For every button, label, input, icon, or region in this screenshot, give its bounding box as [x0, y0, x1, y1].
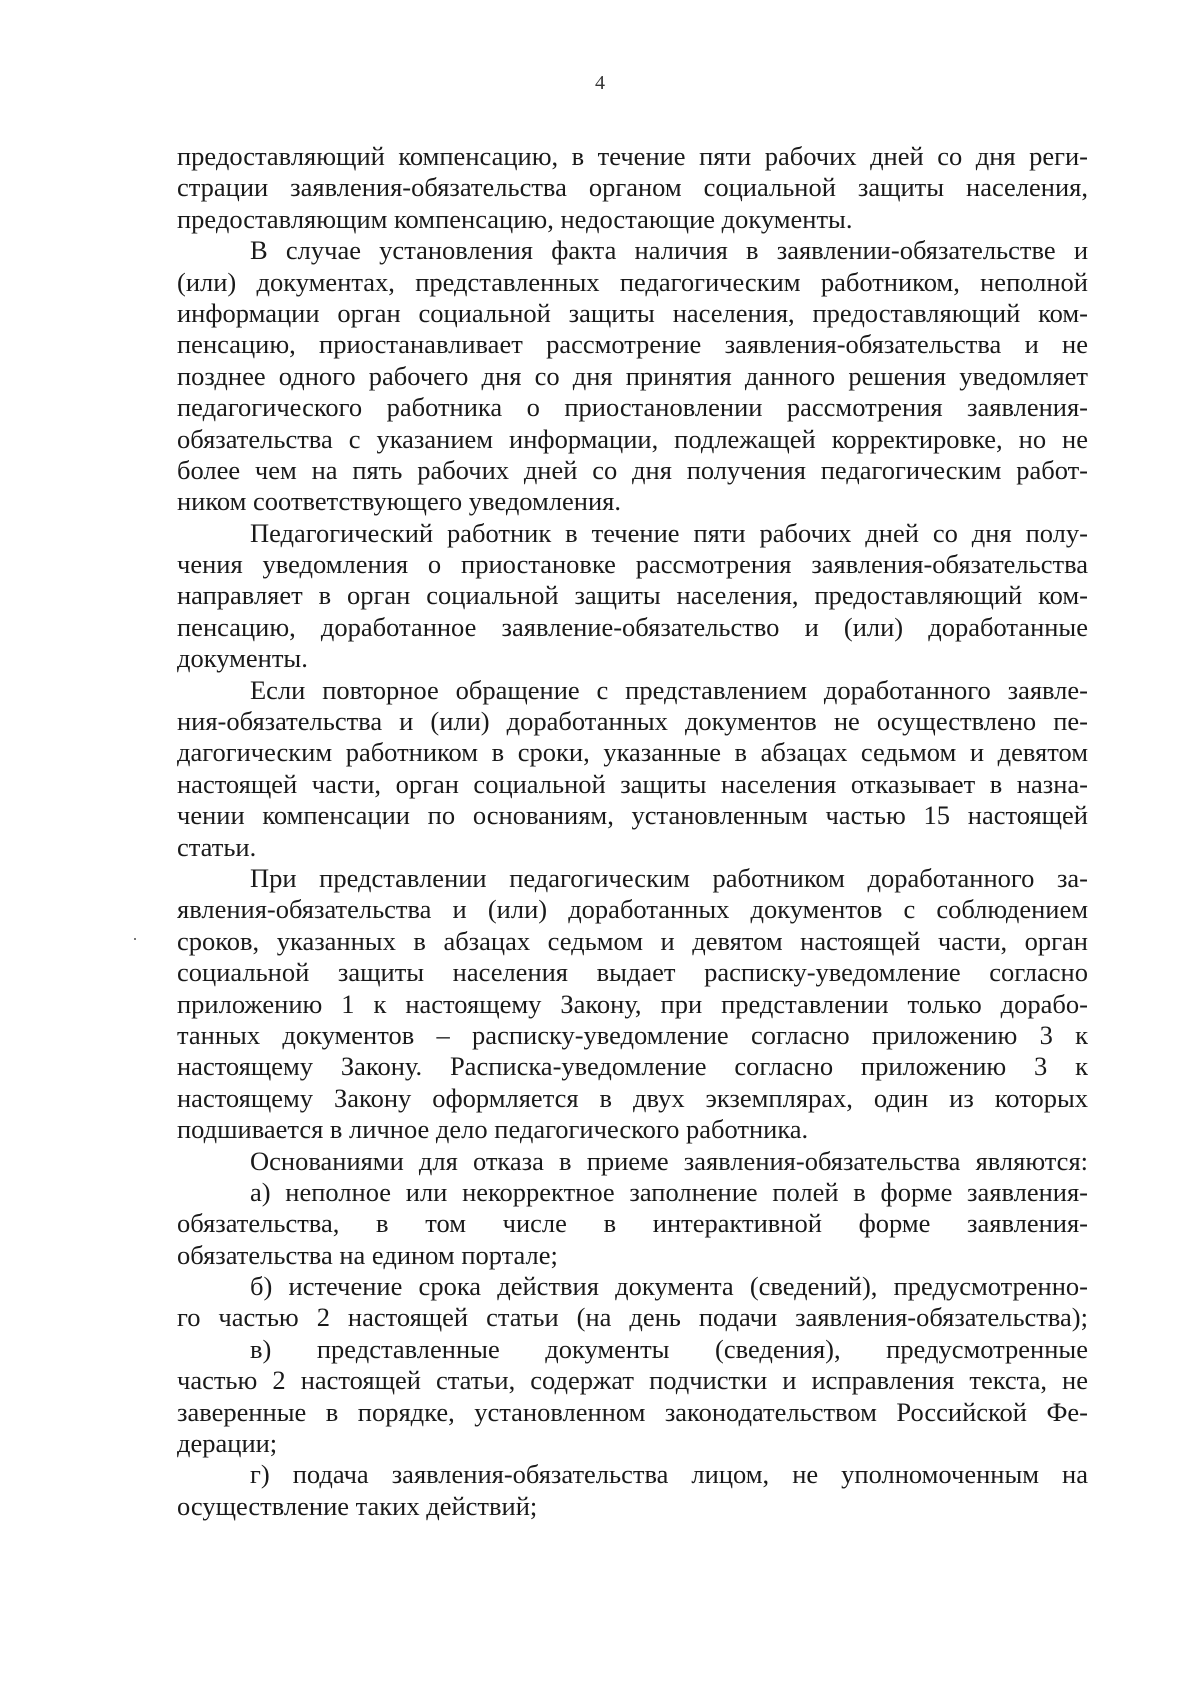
- paragraph-first-line: а) неполное или некорректное заполнение полей в форме заявления-: [250, 1176, 1088, 1207]
- text-line: обязательства, в том числе в интерактивной форме заявления-: [177, 1208, 1088, 1239]
- text-line: социальной защиты населения выдает расписку-уведомление согласно: [177, 957, 1088, 988]
- text-line: пенсацию, доработанное заявление-обязательство и (или) доработанные: [177, 611, 1088, 642]
- text-line: настоящей части, орган социальной защиты населения отказывает в назна-: [177, 768, 1088, 799]
- document-body: [177, 141, 1088, 1522]
- text-line: обязательства с указанием информации, подлежащей корректировке, но не: [177, 423, 1088, 454]
- text-line: чении компенсации по основаниям, установленным частью 15 настоящей: [177, 800, 1088, 831]
- text-line: ния-обязательства и (или) доработанных документов не осуществлено пе-: [177, 706, 1088, 737]
- paragraph-first-line: б) истечение срока действия документа (сведений), предусмотренно-: [250, 1271, 1088, 1302]
- paragraph-first-line: Основаниями для отказа в приеме заявления-обязательства являются:: [250, 1145, 1088, 1176]
- text-line: явления-обязательства и (или) доработанных документов с соблюдением: [177, 894, 1088, 925]
- text-line: пенсацию, приостанавливает рассмотрение заявления-обязательства и не: [177, 329, 1088, 360]
- text-line: направляет в орган социальной защиты населения, предоставляющий ком-: [177, 580, 1088, 611]
- text-line: приложению 1 к настоящему Закону, при представлении только дорабо-: [177, 988, 1088, 1019]
- text-line: статьи.: [177, 831, 257, 862]
- text-line: ником соответствующего уведомления.: [177, 486, 621, 517]
- text-line: предоставляющим компенсацию, недостающие документы.: [177, 203, 853, 234]
- text-line: педагогического работника о приостановлении рассмотрения заявления-: [177, 392, 1088, 423]
- paragraph-first-line: Если повторное обращение с представлением доработанного заявле-: [250, 674, 1088, 705]
- text-line: настоящему Закону. Расписка-уведомление согласно приложению 3 к: [177, 1051, 1088, 1082]
- text-line: настоящему Закону оформляется в двух экземплярах, один из которых: [177, 1082, 1088, 1113]
- paragraph-first-line: в) представленные документы (сведения), предусмотренные: [250, 1333, 1088, 1364]
- text-line: информации орган социальной защиты населения, предоставляющий ком-: [177, 297, 1088, 328]
- paragraph-first-line: В случае установления факта наличия в заявлении-обязательстве и: [250, 235, 1088, 266]
- text-line: го частью 2 настоящей статьи (на день подачи заявления-обязательства);: [177, 1302, 1088, 1333]
- text-line: более чем на пять рабочих дней со дня получения педагогическим работ-: [177, 454, 1088, 485]
- text-line: танных документов – расписку-уведомление согласно приложению 3 к: [177, 1019, 1088, 1050]
- text-line: (или) документах, представленных педагогическим работником, неполной: [177, 266, 1088, 297]
- text-line: обязательства на едином портале;: [177, 1239, 558, 1270]
- page-number: 4: [595, 72, 605, 94]
- paragraph-first-line: При представлении педагогическим работником доработанного за-: [250, 862, 1088, 893]
- text-line: документы.: [177, 643, 308, 674]
- text-line: подшивается в личное дело педагогического работника.: [177, 1114, 809, 1145]
- text-line: сроков, указанных в абзацах седьмом и девятом настоящей части, орган: [177, 925, 1088, 956]
- scan-speck: [134, 938, 136, 940]
- text-line: чения уведомления о приостановке рассмотрения заявления-обязательства: [177, 549, 1088, 580]
- text-line: осуществление таких действий;: [177, 1490, 538, 1521]
- paragraph-first-line: г) подача заявления-обязательства лицом, не уполномоченным на: [250, 1459, 1088, 1490]
- text-line: дерации;: [177, 1428, 278, 1459]
- text-line: позднее одного рабочего дня со дня принятия данного решения уведомляет: [177, 360, 1088, 391]
- paragraph-first-line: Педагогический работник в течение пяти рабочих дней со дня полу-: [250, 517, 1088, 548]
- text-line: страции заявления-обязательства органом социальной защиты населения,: [177, 172, 1088, 203]
- text-line: частью 2 настоящей статьи, содержат подчистки и исправления текста, не: [177, 1365, 1088, 1396]
- text-line: дагогическим работником в сроки, указанные в абзацах седьмом и девятом: [177, 737, 1088, 768]
- text-line: заверенные в порядке, установленном законодательством Российской Фе-: [177, 1396, 1088, 1427]
- text-line: предоставляющий компенсацию, в течение пяти рабочих дней со дня реги-: [177, 141, 1088, 171]
